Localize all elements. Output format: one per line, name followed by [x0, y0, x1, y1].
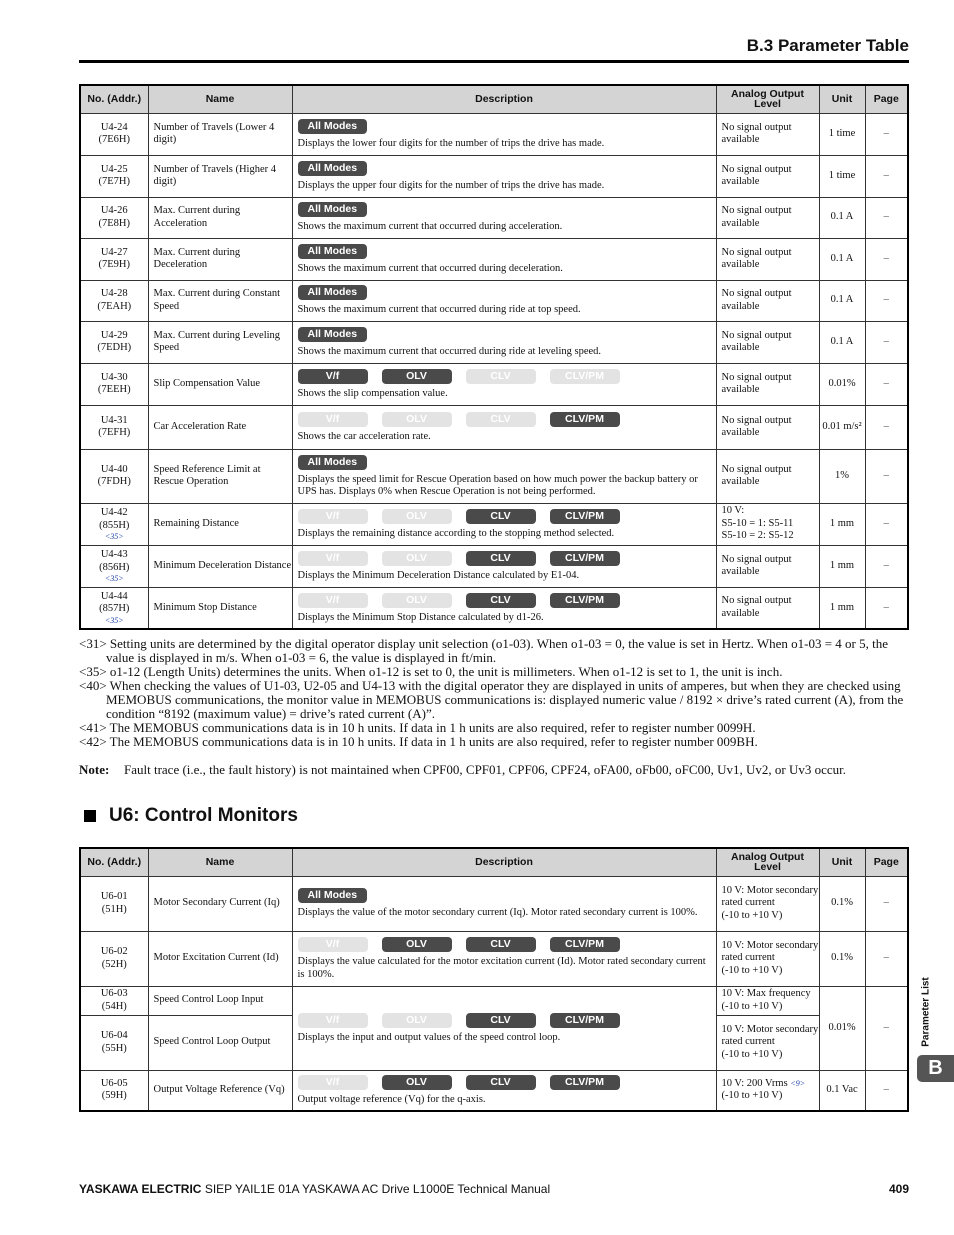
col-analog-output: Analog Output Level — [716, 848, 819, 876]
param-page: – — [865, 931, 908, 986]
param-description: All Modes Shows the maximum current that occurred during deceleration. — [292, 238, 716, 280]
footnote: <40> When checking the values of U1-03, U2-05 and U4-13 with the digital operator they are displayed in units of amperes, but when they are checked using MEMOBUS communications, the monitor value in MEMOBUS communications is: displayed numeric value / 8192 × drive’s rated current (A), from the condition “8192 (maximum value) = drive’s rated current (A)”. — [79, 678, 904, 721]
param-page: – — [865, 587, 908, 629]
param-name: Speed Reference Limit at Rescue Operation — [148, 449, 292, 503]
mode-badge-clvpm: CLV/PM — [550, 937, 620, 952]
analog-output-level: No signal output available — [716, 449, 819, 503]
param-description: V/f OLV CLV CLV/PM Displays the value calculated for the motor excitation current (Id). Motor rated secondary current is 100%. — [292, 931, 716, 986]
ref-link[interactable]: <35> — [104, 615, 124, 625]
mode-badge-clv: CLV — [466, 509, 536, 524]
table-row — [80, 503, 908, 545]
analog-output-level: 10 V: 200 Vrms <9> (-10 to +10 V) — [716, 1070, 819, 1111]
param-page: – — [865, 155, 908, 197]
square-bullet-icon — [84, 810, 96, 822]
param-description: V/f OLV CLV CLV/PM Shows the car acceleration rate. — [292, 405, 716, 449]
mode-badge-vf: V/f — [298, 509, 368, 524]
param-unit: 0.01% — [819, 363, 865, 405]
mode-badge-all: All Modes — [298, 202, 368, 217]
table-header-row — [80, 848, 908, 876]
ref-link[interactable]: <35> — [104, 574, 124, 583]
table-row — [80, 587, 908, 629]
mode-badge-olv: OLV — [382, 937, 452, 952]
footnote: <31> Setting units are determined by the digital operator display unit selection (o1-03). When o1-03 = 0, the value is set in Hertz. When o1-03 = 4 or 5, the value is displayed in m/s. When o1-03 = 6, the value is displayed in ft/min. — [79, 636, 889, 665]
param-description: V/f OLV CLV CLV/PM Displays the Minimum Deceleration Distance calculated by E1-04. — [292, 545, 716, 587]
analog-output-level: 10 V: Motor secondary rated current (-10 to +10 V) — [716, 1015, 819, 1070]
param-name: Number of Travels (Higher 4 digit) — [148, 155, 292, 197]
table-row — [80, 545, 908, 587]
mode-badge-vf: V/f — [298, 1013, 368, 1028]
analog-output-level: No signal output available — [716, 238, 819, 280]
col-name: Name — [148, 848, 292, 876]
table-row — [80, 280, 908, 321]
mode-badge-clvpm: CLV/PM — [550, 369, 620, 384]
param-description: All Modes Displays the upper four digits for the number of trips the drive has made. — [292, 155, 716, 197]
footnote: <35> o1-12 (Length Units) determines the units. When o1-12 is set to 0, the unit is millimeters. When o1-12 is set to 1, the unit is inch. — [79, 664, 783, 679]
analog-output-level: No signal output available — [716, 363, 819, 405]
table-row — [80, 931, 908, 986]
param-unit: 0.1% — [819, 931, 865, 986]
param-unit: 0.1 A — [819, 238, 865, 280]
u6-parameter-table — [79, 847, 909, 1112]
param-unit: 0.1 A — [819, 280, 865, 321]
param-number: U6-05 (59H) — [80, 1070, 148, 1111]
param-unit: 1 time — [819, 113, 865, 155]
header-rule — [79, 60, 909, 63]
param-description: All Modes Displays the speed limit for Rescue Operation based on how much power the backup battery or UPS has. Displays 0% when Rescue Operation is not being performed. — [292, 449, 716, 503]
ref-link[interactable]: <35> — [104, 532, 124, 541]
analog-output-level: 10 V: S5-10 = 1: S5-11 S5-10 = 2: S5-12 — [716, 503, 819, 545]
mode-badge-all: All Modes — [298, 285, 368, 300]
mode-badge-all: All Modes — [298, 161, 368, 176]
param-unit: 0.01% — [819, 986, 865, 1070]
mode-badge-clv: CLV — [466, 593, 536, 608]
mode-badge-clvpm: CLV/PM — [550, 1013, 620, 1028]
param-number: U4-26 (7E8H) — [80, 197, 148, 238]
analog-output-level: No signal output available — [716, 545, 819, 587]
col-page: Page — [865, 848, 908, 876]
param-page: – — [865, 449, 908, 503]
mode-badge-vf: V/f — [298, 369, 368, 384]
param-number: U4-27 (7E9H) — [80, 238, 148, 280]
mode-badge-vf: V/f — [298, 937, 368, 952]
mode-badge-clvpm: CLV/PM — [550, 551, 620, 566]
param-page: – — [865, 321, 908, 363]
param-number: U4-40 (7FDH) — [80, 449, 148, 503]
u6-section-title — [84, 805, 298, 827]
analog-output-level: No signal output available — [716, 587, 819, 629]
param-description: All Modes Displays the lower four digits for the number of trips the drive has made. — [292, 113, 716, 155]
mode-badge-all: All Modes — [298, 327, 368, 342]
footer-brand: YASKAWA ELECTRIC — [79, 1182, 202, 1196]
page-number: 409 — [888, 1182, 909, 1196]
chapter-tab[interactable]: B — [917, 1055, 954, 1082]
param-page: – — [865, 197, 908, 238]
param-name: Remaining Distance — [148, 503, 292, 545]
analog-output-level: No signal output available — [716, 197, 819, 238]
param-description: All Modes Displays the value of the motor secondary current (Iq). Motor rated secondary current is 100%. — [292, 876, 716, 931]
param-name: Output Voltage Reference (Vq) — [148, 1070, 292, 1111]
u4-parameter-table — [79, 84, 909, 630]
mode-badge-olv: OLV — [382, 1075, 452, 1090]
col-name: Name — [148, 85, 292, 113]
analog-output-level: 10 V: Motor secondary rated current (-10 to +10 V) — [716, 876, 819, 931]
param-description: All Modes Shows the maximum current that occurred during ride at leveling speed. — [292, 321, 716, 363]
param-page: – — [865, 113, 908, 155]
mode-badge-clv: CLV — [466, 1075, 536, 1090]
param-unit: 0.1 A — [819, 321, 865, 363]
table-row — [80, 449, 908, 503]
param-number: U4-24 (7E6H) — [80, 113, 148, 155]
col-analog-output: Analog Output Level — [716, 85, 819, 113]
analog-output-level: 10 V: Max frequency (-10 to +10 V) — [716, 986, 819, 1015]
param-name: Max. Current during Constant Speed — [148, 280, 292, 321]
table-row — [80, 876, 908, 931]
param-page: – — [865, 238, 908, 280]
mode-badge-vf: V/f — [298, 593, 368, 608]
param-description: V/f OLV CLV CLV/PM Displays the input and output values of the speed control loop. — [292, 986, 716, 1070]
param-page: – — [865, 280, 908, 321]
col-no: No. (Addr.) — [80, 85, 148, 113]
col-page: Page — [865, 85, 908, 113]
table-row — [80, 155, 908, 197]
analog-output-level: No signal output available — [716, 405, 819, 449]
col-unit: Unit — [819, 85, 865, 113]
ref-link[interactable]: <9> — [790, 1078, 806, 1088]
param-page: – — [865, 876, 908, 931]
mode-badge-clv: CLV — [466, 937, 536, 952]
param-page: – — [865, 986, 908, 1070]
table-row — [80, 363, 908, 405]
param-number: U4-44 (857H) <35> — [80, 587, 148, 629]
param-unit: 1 mm — [819, 587, 865, 629]
footnote: <42> The MEMOBUS communications data is in 10 h units. If data in 1 h units are also required, refer to register number 009BH. — [79, 734, 758, 749]
mode-badge-vf: V/f — [298, 412, 368, 427]
param-number: U4-30 (7EEH) — [80, 363, 148, 405]
table-row — [80, 197, 908, 238]
mode-badge-clv: CLV — [466, 369, 536, 384]
analog-output-level: No signal output available — [716, 280, 819, 321]
mode-badge-clv: CLV — [466, 551, 536, 566]
param-name: Max. Current during Leveling Speed — [148, 321, 292, 363]
mode-badge-clvpm: CLV/PM — [550, 593, 620, 608]
param-unit: 1 mm — [819, 503, 865, 545]
table-row — [80, 405, 908, 449]
param-number: U4-42 (855H) <35> — [80, 503, 148, 545]
mode-badge-olv: OLV — [382, 1013, 452, 1028]
table-row — [80, 986, 908, 1015]
mode-badge-olv: OLV — [382, 412, 452, 427]
section-title: B.3 Parameter Table — [746, 36, 909, 55]
mode-badge-clv: CLV — [466, 412, 536, 427]
param-number: U4-29 (7EDH) — [80, 321, 148, 363]
param-name: Motor Excitation Current (Id) — [148, 931, 292, 986]
note-text: Fault trace (i.e., the fault history) is not maintained when CPF00, CPF01, CPF06, CPF24, oFA00, oFb00, oFC00, Uv1, Uv2, or Uv3 occur. — [124, 762, 846, 777]
mode-badge-olv: OLV — [382, 593, 452, 608]
table-row — [80, 238, 908, 280]
param-name: Max. Current during Acceleration — [148, 197, 292, 238]
page-footer — [79, 1182, 909, 1196]
param-description: V/f OLV CLV CLV/PM Output voltage reference (Vq) for the q-axis. — [292, 1070, 716, 1111]
table-header-row — [80, 85, 908, 113]
mode-badge-clvpm: CLV/PM — [550, 412, 620, 427]
param-name: Number of Travels (Lower 4 digit) — [148, 113, 292, 155]
param-description: V/f OLV CLV CLV/PM Displays the Minimum Stop Distance calculated by d1-26. — [292, 587, 716, 629]
param-name: Speed Control Loop Input — [148, 986, 292, 1015]
param-unit: 0.01 m/s² — [819, 405, 865, 449]
analog-output-level: 10 V: Motor secondary rated current (-10 to +10 V) — [716, 931, 819, 986]
param-description: All Modes Shows the maximum current that occurred during ride at top speed. — [292, 280, 716, 321]
param-page: – — [865, 545, 908, 587]
mode-badge-olv: OLV — [382, 369, 452, 384]
mode-badge-all: All Modes — [298, 455, 368, 470]
param-unit: 0.1% — [819, 876, 865, 931]
param-number: U6-02 (52H) — [80, 931, 148, 986]
mode-badge-all: All Modes — [298, 888, 368, 903]
col-unit: Unit — [819, 848, 865, 876]
param-name: Car Acceleration Rate — [148, 405, 292, 449]
param-unit: 1% — [819, 449, 865, 503]
mode-badge-olv: OLV — [382, 551, 452, 566]
note-label: Note: — [79, 762, 110, 777]
param-name: Minimum Deceleration Distance — [148, 545, 292, 587]
table-row — [80, 113, 908, 155]
mode-badge-vf: V/f — [298, 551, 368, 566]
param-unit: 0.1 A — [819, 197, 865, 238]
param-number: U4-31 (7EFH) — [80, 405, 148, 449]
analog-output-level: No signal output available — [716, 155, 819, 197]
param-number: U4-25 (7E7H) — [80, 155, 148, 197]
analog-output-level: No signal output available — [716, 113, 819, 155]
mode-badge-clvpm: CLV/PM — [550, 1075, 620, 1090]
param-page: – — [865, 363, 908, 405]
u6-title-text: U6: Control Monitors — [109, 805, 298, 826]
param-name: Slip Compensation Value — [148, 363, 292, 405]
col-description: Description — [292, 848, 716, 876]
mode-badge-clvpm: CLV/PM — [550, 509, 620, 524]
param-description: All Modes Shows the maximum current that occurred during acceleration. — [292, 197, 716, 238]
param-number: U4-43 (856H) <35> — [80, 545, 148, 587]
mode-badge-clv: CLV — [466, 1013, 536, 1028]
col-no: No. (Addr.) — [80, 848, 148, 876]
table-row — [80, 1070, 908, 1111]
param-number: U6-04 (55H) — [80, 1015, 148, 1070]
param-number: U6-01 (51H) — [80, 876, 148, 931]
table-row — [80, 321, 908, 363]
sidebar-label: Parameter List — [920, 977, 932, 1047]
param-page: – — [865, 1070, 908, 1111]
param-name: Motor Secondary Current (Iq) — [148, 876, 292, 931]
param-unit: 1 time — [819, 155, 865, 197]
note — [79, 761, 899, 778]
param-name: Speed Control Loop Output — [148, 1015, 292, 1070]
param-number: U4-28 (7EAH) — [80, 280, 148, 321]
param-description: V/f OLV CLV CLV/PM Shows the slip compensation value. — [292, 363, 716, 405]
param-number: U6-03 (54H) — [80, 986, 148, 1015]
col-description: Description — [292, 85, 716, 113]
footnotes — [79, 637, 909, 749]
mode-badge-all: All Modes — [298, 244, 368, 259]
mode-badge-vf: V/f — [298, 1075, 368, 1090]
param-page: – — [865, 503, 908, 545]
param-page: – — [865, 405, 908, 449]
param-name: Minimum Stop Distance — [148, 587, 292, 629]
mode-badge-olv: OLV — [382, 509, 452, 524]
param-unit: 0.1 Vac — [819, 1070, 865, 1111]
param-name: Max. Current during Deceleration — [148, 238, 292, 280]
footnote: <41> The MEMOBUS communications data is in 10 h units. If data in 1 h units are also required, refer to register number 0099H. — [79, 720, 756, 735]
footer-doc: SIEP YAIL1E 01A YASKAWA AC Drive L1000E Technical Manual — [204, 1182, 551, 1196]
param-description: V/f OLV CLV CLV/PM Displays the remaining distance according to the stopping method selected. — [292, 503, 716, 545]
analog-output-level: No signal output available — [716, 321, 819, 363]
mode-badge-all: All Modes — [298, 119, 368, 134]
param-unit: 1 mm — [819, 545, 865, 587]
